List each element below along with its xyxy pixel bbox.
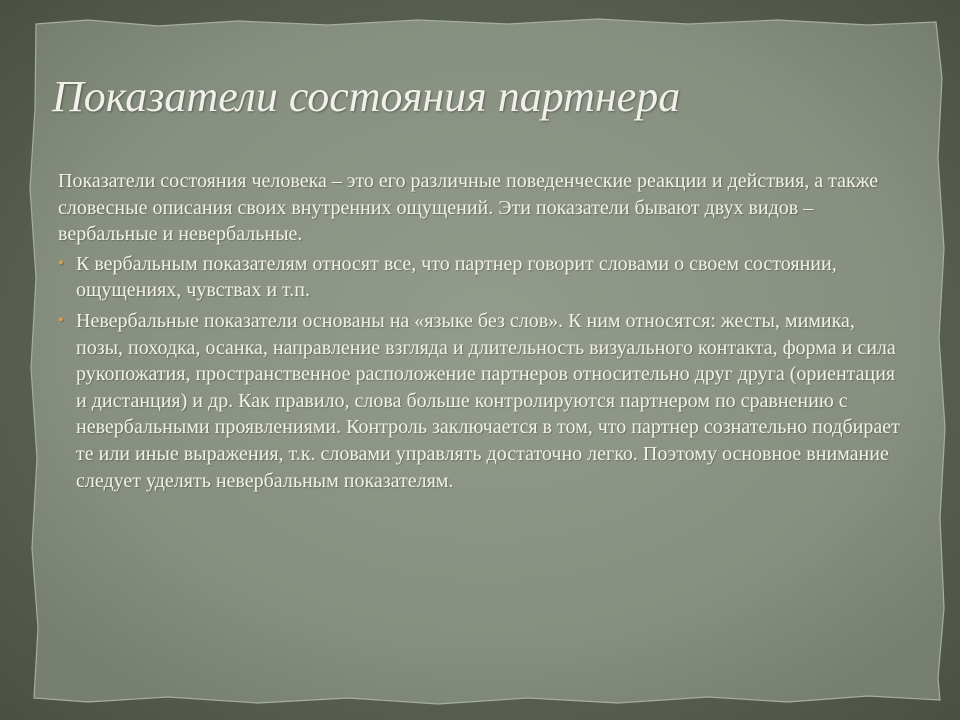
- intro-paragraph: Показатели состояния человека – это его различные поведенческие реакции и действия, а также словесные описания своих внутренних ощущений. Эти показатели бывают двух видов – вербальные и невербальные.: [58, 170, 879, 246]
- bullet-text: К вербальным показателям относят все, что партнер говорит словами о своем состоянии, ощущениях, чувствах и т.п.: [76, 252, 837, 302]
- bullet-item-verbal: [58, 251, 906, 304]
- bullet-dot-icon: •: [58, 311, 64, 329]
- bullet-item-nonverbal: [58, 308, 906, 494]
- bullet-text: Невербальные показатели основаны на «языке без слов». К ним относятся: жесты, мимика, позы, походка, осанка, направление взгляда и длительность визуального контакта, форма и сила рукопожатия, пространственное расположение партнеров относительно друг друга (ориентация и дистанция) и др. Как правило, слова больше контролируются партнером по сравнению с невербальными проявлениями. Контроль заключается в том, что партнер сознательно подбирает те или иные выражения, т.к. словами управлять достаточно легко. Поэтому основное внимание следует уделять невербальным показателям.: [76, 309, 900, 492]
- bullet-list: [58, 251, 906, 494]
- bullet-dot-icon: •: [58, 254, 64, 272]
- slide-body: [58, 168, 906, 498]
- slide-title: Показатели состояния партнера: [52, 72, 681, 121]
